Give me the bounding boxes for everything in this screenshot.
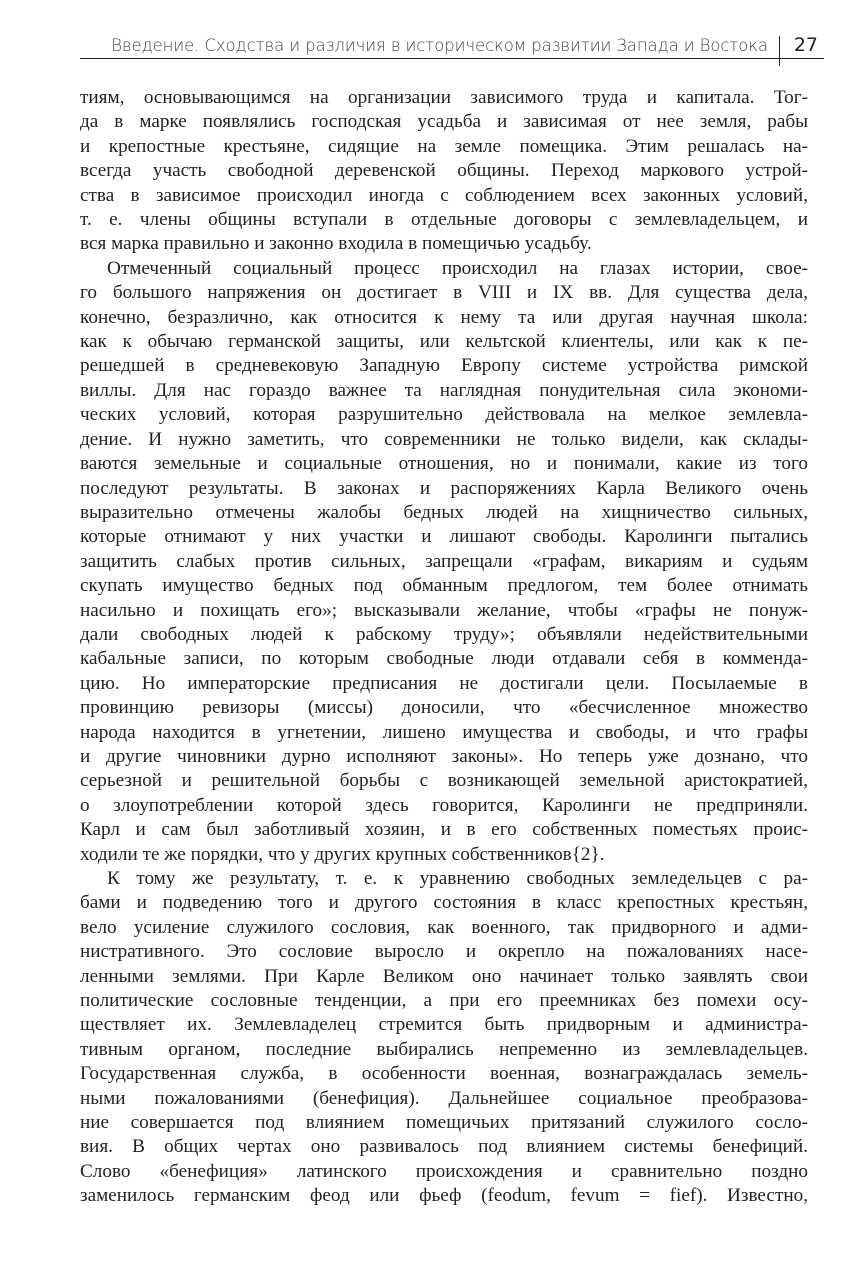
page-number: 27 — [793, 34, 818, 56]
header-rule — [80, 58, 824, 59]
text-line: ства в зависимое происходил иногда с соблюдением всех законных условий, — [80, 184, 808, 206]
text-line: и крепостные крестьяне, сидящие на земле помещика. Этим решалась на- — [80, 135, 808, 157]
text-line: решедшей в средневековую Западную Европу системе устройства римской — [80, 355, 808, 377]
text-line: тиям, основывающимся на организации зависимого труда и капитала. Тог- — [80, 87, 808, 108]
text-line: ваются земельные и социальные отношения, но и понимали, какие из того — [80, 453, 808, 475]
text-line: всегда участь свободной деревенской общины. Переход маркового устрой- — [80, 160, 808, 182]
text-line: ние совершается под влиянием помещичьих притязаний служилого сосло- — [80, 1112, 808, 1134]
text-line: как к обычаю германской защиты, или кельтской клиентелы, или как к пе- — [80, 331, 808, 353]
text-line: вия. В общих чертах оно развивалось под влиянием системы бенефиций. — [80, 1136, 808, 1158]
text-line: ществляет их. Землевладелец стремится быть придворным и администра- — [80, 1014, 808, 1036]
text-line: Карл и сам был заботливый хозяин, и в его собственных поместьях проис- — [80, 819, 808, 841]
text-line: конечно, безразлично, как относится к нему та или другая научная школа: — [80, 306, 808, 328]
text-line: дали свободных людей к рабскому труду»; объявляли недействительными — [80, 623, 808, 645]
text-line: и другие чиновники дурно исполняют законы». Но теперь уже дознано, что — [80, 745, 808, 767]
body-text — [80, 86, 808, 1209]
text-line: бами и подведению того и другого состояния в класс крепостных крестьян, — [80, 892, 808, 914]
text-line: о злоупотреблении которой здесь говорится, Каролинги не предприняли. — [80, 794, 808, 816]
paragraph — [80, 257, 808, 867]
text-line: которые отнимают у них участки и лишают свободы. Каролинги пытались — [80, 526, 808, 548]
header-separator — [779, 36, 780, 66]
text-line: тивным органом, последние выбирались непременно из землевладельцев. — [80, 1038, 808, 1060]
text-line: ленными землями. При Карле Великом оно начинает только заявлять свои — [80, 965, 808, 987]
text-line: да в марке появлялись господская усадьба и зависимая от нее земля, рабы — [80, 111, 808, 133]
text-line: Отмеченный социальный процесс происходил на глазах истории, свое- — [107, 257, 808, 279]
text-line: последуют результаты. В законах и распоряжениях Карла Великого очень — [80, 477, 808, 499]
text-line: ческих условий, которая разрушительно действовала на мелкое землевла- — [80, 404, 808, 426]
running-header — [80, 32, 824, 66]
text-line: вело усиление служилого сословия, как военного, так придворного и адми- — [80, 916, 808, 938]
text-line: т. е. члены общины вступали в отдельные договоры с землевладельцем, и — [80, 209, 808, 231]
text-line: скупать имущество бедных под обманным предлогом, тем более отнимать — [80, 575, 808, 597]
paragraph — [80, 867, 808, 1209]
text-line: дение. И нужно заметить, что современники не только видели, как склады- — [80, 428, 808, 450]
text-line: ными пожалованиями (бенефиция). Дальнейшее социальное преобразова- — [80, 1087, 808, 1109]
text-line: насильно и похищать его»; высказывали желание, чтобы «графы не понуж- — [80, 599, 808, 621]
text-line: Государственная служба, в особенности военная, вознаграждалась земель- — [80, 1063, 808, 1085]
text-line: К тому же результату, т. е. к уравнению свободных земледельцев с ра- — [107, 868, 808, 889]
text-line: выразительно отмечены жалобы бедных людей на хищничество сильных, — [80, 501, 808, 523]
text-line: политические сословные тенденции, а при его преемниках без помехи осу- — [80, 990, 808, 1012]
text-line: виллы. Для нас гораздо важнее та наглядная понудительная сила экономи- — [80, 379, 808, 401]
text-line: го большого напряжения он достигает в VIII и IX вв. Для существа дела, — [80, 282, 808, 304]
text-line: ходили те же порядки, что у других крупных собственников{2}. — [80, 843, 605, 865]
text-line: цию. Но императорские предписания не достигали цели. Посылаемые в — [80, 672, 808, 694]
text-line: Слово «бенефиция» латинского происхождения и сравнительно поздно — [80, 1160, 808, 1182]
running-header-title: Введение. Сходства и различия в историческом развитии Запада и Востока — [111, 36, 768, 55]
text-line: заменилось германским феод или фьеф (feodum, fevum = fief). Известно, — [80, 1185, 808, 1207]
paragraph — [80, 86, 808, 257]
text-line: защитить слабых против сильных, запрещали «графам, викариям и судьям — [80, 550, 808, 572]
text-line: провинцию ревизоры (миссы) доносили, что «бесчисленное множество — [80, 697, 808, 719]
text-line: народа находится в угнетении, лишено имущества и свободы, и что графы — [80, 721, 808, 743]
text-line: вся марка правильно и законно входила в помещичью усадьбу. — [80, 233, 592, 255]
text-line: кабальные записи, по которым свободные люди отдавали себя в комменда- — [80, 648, 808, 670]
text-line: нистративного. Это сословие выросло и окрепло на пожалованиях насе- — [80, 941, 808, 963]
text-line: серьезной и решительной борьбы с возникающей земельной аристократией, — [80, 770, 808, 792]
